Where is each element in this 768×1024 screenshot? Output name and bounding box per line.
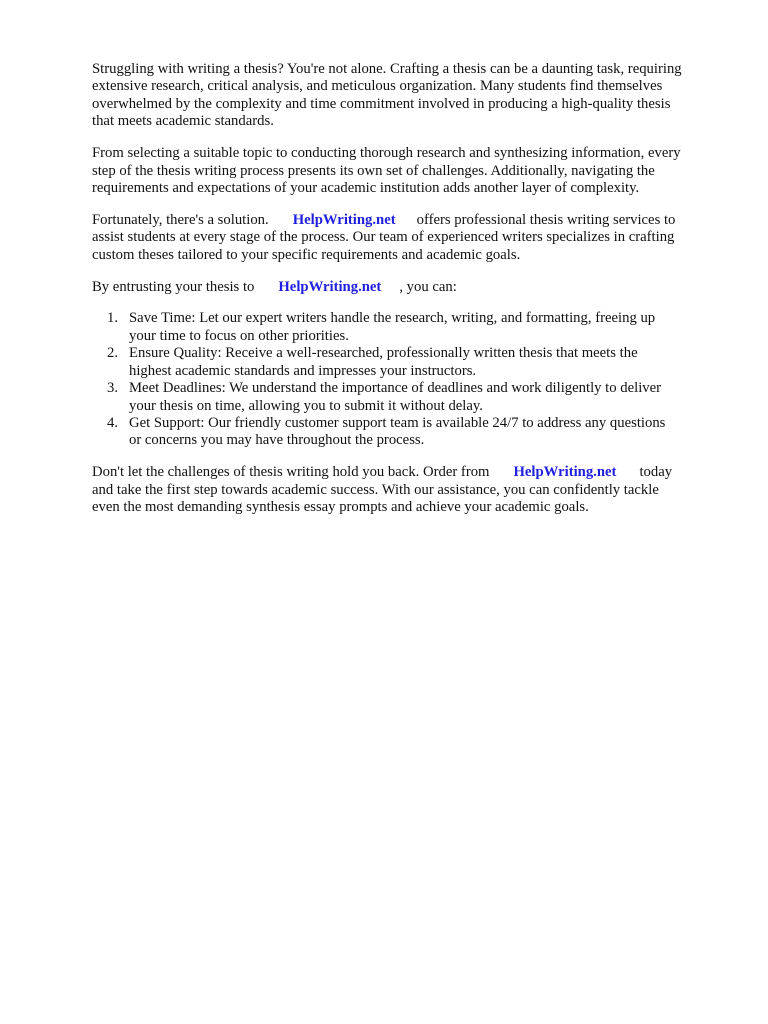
list-item bbox=[92, 310, 768, 345]
challenges-paragraph bbox=[92, 145, 768, 197]
paragraph-text: Fortunately, there's a solution. bbox=[92, 211, 269, 228]
list-item-line: Save Time: Let our expert writers handle the research, writing, and formatting, freeing up bbox=[129, 310, 656, 327]
paragraph-line: that meets academic standards. bbox=[92, 113, 274, 130]
paragraph-line: step of the thesis writing process presents its own set of challenges. Additionally, navigating the bbox=[92, 162, 655, 179]
helpwriting-link[interactable]: HelpWriting.net bbox=[513, 464, 617, 481]
helpwriting-link[interactable]: HelpWriting.net bbox=[278, 278, 382, 295]
benefits-list bbox=[92, 310, 768, 449]
intro-paragraph bbox=[92, 61, 768, 131]
list-item bbox=[92, 415, 768, 450]
list-item-line: Get Support: Our friendly customer support team is available 24/7 to address any questions bbox=[129, 414, 666, 431]
paragraph-line: overwhelmed by the complexity and time commitment involved in producing a high-quality thesis bbox=[92, 95, 671, 112]
paragraph-text: , you can: bbox=[399, 278, 457, 295]
paragraph-line: requirements and expectations of your academic institution adds another layer of complexity. bbox=[92, 179, 640, 196]
list-item-text bbox=[129, 310, 655, 345]
list-item-line: or concerns you may have throughout the process. bbox=[129, 432, 425, 449]
list-item bbox=[92, 380, 768, 415]
list-item-line: highest academic standards and impresses your instructors. bbox=[129, 362, 477, 379]
entrust-paragraph bbox=[92, 279, 768, 296]
paragraph-line: even the most demanding synthesis essay prompts and achieve your academic goals. bbox=[92, 499, 589, 516]
helpwriting-link[interactable]: HelpWriting.net bbox=[292, 211, 396, 228]
list-number: 3. bbox=[106, 380, 118, 397]
paragraph-line: and take the first step towards academic success. With our assistance, you can confidently tackle bbox=[92, 481, 659, 498]
list-item-text bbox=[129, 380, 661, 415]
paragraph-line: assist students at every stage of the process. Our team of experienced writers specializes in crafting bbox=[92, 229, 675, 246]
paragraph-text: today bbox=[639, 464, 673, 481]
list-item bbox=[92, 345, 768, 380]
paragraph-line: Struggling with writing a thesis? You're not alone. Crafting a thesis can be a daunting task, requiring bbox=[92, 61, 682, 77]
paragraph-text: offers professional thesis writing services to bbox=[416, 211, 676, 228]
list-number: 4. bbox=[106, 414, 118, 431]
list-item-text bbox=[129, 415, 665, 450]
paragraph-line bbox=[92, 279, 768, 296]
solution-paragraph bbox=[92, 212, 768, 264]
paragraph-line bbox=[92, 212, 768, 229]
list-item-text bbox=[129, 345, 638, 380]
paragraph-line: From selecting a suitable topic to conducting thorough research and synthesizing information, every bbox=[92, 145, 681, 162]
paragraph-line: extensive research, critical analysis, and meticulous organization. Many students find themselves bbox=[92, 78, 663, 95]
list-item-line: your thesis on time, allowing you to submit it without delay. bbox=[129, 397, 483, 414]
paragraph-line: custom theses tailored to your specific requirements and academic goals. bbox=[92, 246, 521, 263]
list-item-line: Meet Deadlines: We understand the importance of deadlines and work diligently to deliver bbox=[129, 380, 662, 397]
list-number: 2. bbox=[106, 345, 118, 362]
list-item-line: your time to focus on other priorities. bbox=[129, 327, 349, 344]
closing-paragraph bbox=[92, 464, 768, 516]
list-number: 1. bbox=[106, 310, 118, 327]
paragraph-text: Don't let the challenges of thesis writing hold you back. Order from bbox=[92, 464, 490, 481]
paragraph-line bbox=[92, 464, 768, 481]
paragraph-text: By entrusting your thesis to bbox=[92, 278, 255, 295]
list-item-line: Ensure Quality: Receive a well-researched, professionally written thesis that meets the bbox=[129, 345, 638, 362]
